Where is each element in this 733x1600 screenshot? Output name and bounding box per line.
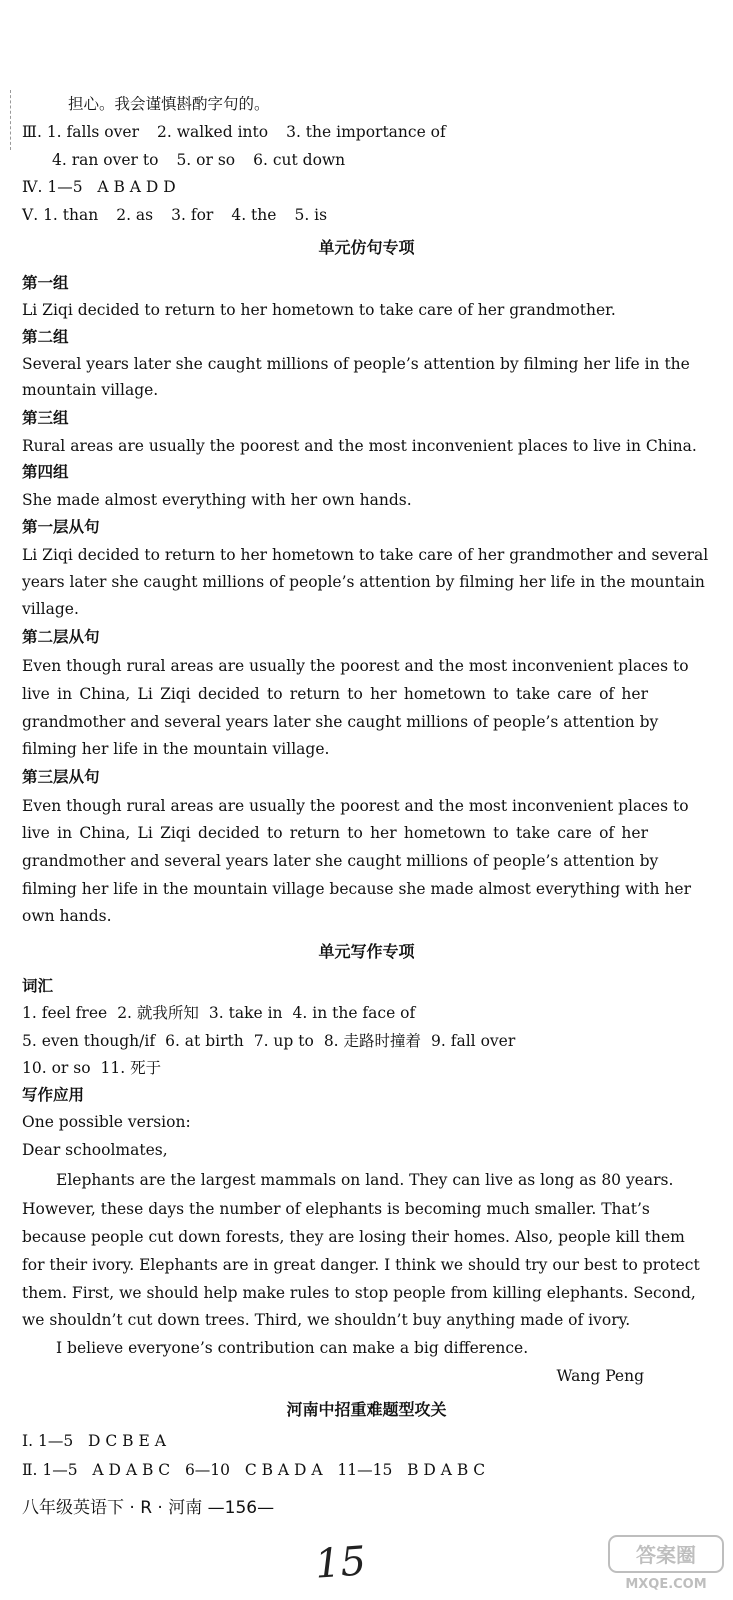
essay-line-3: because people cut down forests, they are losing their homes. Also, people kill them — [22, 1228, 685, 1246]
answer-text: 1—5 A D A B C 6—10 C B A D A 11—15 B D A B C — [42, 1461, 486, 1479]
henan-section-1 — [22, 1431, 166, 1451]
vocab-item: 1. feel free — [22, 1004, 108, 1022]
henan-section-2 — [22, 1460, 485, 1480]
vocab-line-3 — [22, 1058, 161, 1078]
clause-1-label: 第一层从句 — [22, 518, 100, 536]
section-3-mark: Ⅲ. — [22, 123, 47, 141]
group-1-label: 第一组 — [22, 274, 69, 292]
clause-1-line-1: Li Ziqi decided to return to her hometown to take care of her grandmother and several — [22, 546, 709, 564]
vocab-item: 4. in the face of — [292, 1004, 416, 1022]
answer: 2. as — [116, 206, 154, 224]
writing-heading: 单元写作专项 — [318, 942, 415, 961]
answer-text: 1—5 A B A D D — [47, 178, 176, 196]
group-2-label: 第二组 — [22, 328, 69, 346]
vocab-item: 2. 就我所知 — [117, 1004, 199, 1022]
clause-1-line-3: village. — [22, 600, 79, 618]
answer: 6. cut down — [253, 151, 346, 169]
vocab-item: 6. at birth — [165, 1032, 244, 1050]
section-2-mark: Ⅱ. — [22, 1461, 43, 1479]
watermark-badge-icon — [607, 1534, 725, 1594]
group-1-text: Li Ziqi decided to return to her hometown to take care of her grandmother. — [22, 301, 616, 319]
vocab-item: 5. even though/if — [22, 1032, 156, 1050]
answer: 1. falls over — [46, 123, 139, 141]
clause-2-line-2: live in China, Li Ziqi decided to return to her hometown to take care of her — [22, 685, 648, 703]
essay-line-4: for their ivory. Elephants are in great danger. I think we should try our best to protect — [22, 1256, 700, 1274]
section-4-mark: Ⅳ. — [22, 178, 48, 196]
vocab-item: 7. up to — [253, 1032, 314, 1050]
henan-heading: 河南中招重难题型攻关 — [286, 1400, 447, 1419]
vocab-item: 3. take in — [208, 1004, 283, 1022]
group-2-line-2: mountain village. — [22, 381, 159, 399]
essay-line-1: Elephants are the largest mammals on land. They can live as long as 80 years. — [56, 1171, 674, 1189]
essay-line-2: However, these days the number of elephants is becoming much smaller. That’s — [22, 1200, 650, 1218]
handwritten-page-number: 15 — [313, 1538, 368, 1588]
answer: 5. is — [294, 206, 328, 224]
section-1-mark: Ⅰ. — [22, 1432, 38, 1450]
answer: 2. walked into — [156, 123, 269, 141]
clause-2-line-1: Even though rural areas are usually the poorest and the most inconvenient places to — [22, 657, 689, 675]
clause-3-line-5: own hands. — [22, 907, 112, 925]
app-label: 写作应用 — [22, 1086, 85, 1104]
footer-label: 八年级英语下 · R · 河南 —156— — [22, 1498, 275, 1518]
version-line: One possible version: — [22, 1113, 191, 1131]
answer: 1. than — [43, 206, 99, 224]
clause-2-line-3: grandmother and several years later she caught millions of people’s attention by — [22, 713, 659, 731]
watermark-logo — [607, 1534, 725, 1594]
answer: 4. the — [231, 206, 277, 224]
clause-2-label: 第二层从句 — [22, 628, 100, 646]
vocab-label: 词汇 — [22, 977, 54, 995]
answer: 3. the importance of — [286, 123, 446, 141]
vocab-item: 11. 死于 — [100, 1059, 162, 1077]
greeting-line: Dear schoolmates, — [22, 1141, 168, 1159]
group-2-line-1: Several years later she caught millions of people’s attention by filming her life in the — [22, 355, 690, 373]
answer: 5. or so — [176, 151, 236, 169]
section-5-mark: Ⅴ. — [22, 206, 44, 224]
vocab-item: 9. fall over — [431, 1032, 516, 1050]
vocab-line-1 — [22, 1003, 415, 1023]
intro-line-1: 担心。我会谨慎斟酌字句的。 — [68, 95, 270, 113]
essay-line-7: I believe everyone’s contribution can make a big difference. — [56, 1339, 529, 1357]
clause-1-line-2: years later she caught millions of people’s attention by filming her life in the mountain — [22, 573, 705, 591]
vocab-item: 10. or so — [22, 1059, 91, 1077]
clause-3-line-2: live in China, Li Ziqi decided to return to her hometown to take care of her — [22, 824, 648, 842]
answer: 4. ran over to — [52, 151, 159, 169]
essay-line-6: we shouldn’t cut down trees. Third, we shouldn’t buy anything made of ivory. — [22, 1311, 631, 1329]
section-3-answers-cont — [52, 150, 345, 170]
signature: Wang Peng — [556, 1367, 644, 1385]
answer-text: 1—5 D C B E A — [37, 1432, 166, 1450]
group-3-text: Rural areas are usually the poorest and the most inconvenient places to live in China. — [22, 437, 697, 455]
vocab-item: 8. 走路时撞着 — [323, 1032, 422, 1050]
clause-3-line-3: grandmother and several years later she caught millions of people’s attention by — [22, 852, 659, 870]
vocab-line-2 — [22, 1031, 515, 1051]
group-3-label: 第三组 — [22, 409, 69, 427]
clause-3-label: 第三层从句 — [22, 768, 100, 786]
clause-3-line-1: Even though rural areas are usually the poorest and the most inconvenient places to — [22, 797, 689, 815]
group-4-label: 第四组 — [22, 463, 69, 481]
essay-line-5: them. First, we should help make rules to stop people from killing elephants. Second, — [22, 1284, 696, 1302]
margin-rule — [10, 90, 12, 150]
watermark-url-text: MXQE.COM — [625, 1577, 707, 1592]
section-4-answers — [22, 177, 176, 197]
clause-2-line-4: filming her life in the mountain village. — [22, 740, 330, 758]
clause-3-line-4: filming her life in the mountain village because she made almost everything with her — [22, 880, 692, 898]
group-4-text: She made almost everything with her own hands. — [22, 491, 412, 509]
answer: 3. for — [171, 206, 214, 224]
section-3-answers — [22, 122, 446, 142]
imitation-heading: 单元仿句专项 — [318, 238, 415, 257]
section-5-answers — [22, 205, 327, 225]
watermark-cn-text: 答案圈 — [636, 1543, 696, 1567]
